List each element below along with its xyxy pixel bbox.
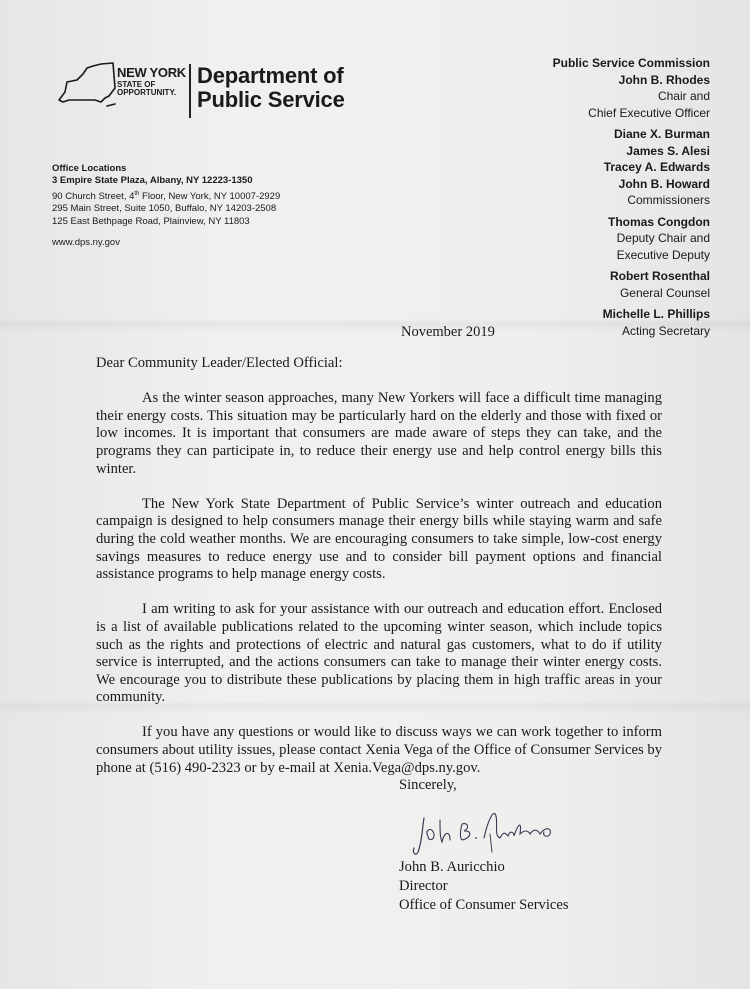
commissioners-title: Commissioners bbox=[627, 193, 710, 207]
logo-state-name: NEW YORK bbox=[117, 65, 186, 80]
office-address-nyc-pre: 90 Church Street, 4 bbox=[52, 190, 135, 202]
office-locations-heading: Office Locations bbox=[52, 163, 127, 174]
closing: Sincerely, bbox=[399, 777, 457, 793]
commissioner-name: John B. Howard bbox=[618, 176, 710, 191]
office-address-nyc bbox=[52, 188, 280, 204]
counsel-title: General Counsel bbox=[619, 285, 710, 300]
deputy-title-1: Deputy Chair and bbox=[616, 231, 710, 245]
department-name bbox=[197, 64, 345, 112]
body-paragraph: If you have any questions or would like to discuss ways we can work together to inform consumers about utility issues, please contact Xenia Vega of the Office of Consumer Services by phone at (516) 490-2323 or by e-mail at Xenia.Vega@dps.ny.gov. bbox=[96, 724, 662, 776]
deputy-title-2: Executive Deputy bbox=[616, 247, 710, 262]
office-address-buffalo: 295 Main Street, Suite 1050, Buffalo, NY 14203-2508 bbox=[52, 203, 277, 215]
commissioner-name: Tracey A. Edwards bbox=[603, 160, 710, 174]
office-main-address: 3 Empire State Plaza, Albany, NY 12223-1350 bbox=[52, 175, 253, 187]
signer-block bbox=[399, 858, 569, 915]
secretary-name: Michelle L. Phillips bbox=[602, 307, 710, 321]
logo-tagline-line-2: OPPORTUNITY. bbox=[117, 88, 177, 97]
commission-name: Public Service Commission bbox=[552, 56, 710, 70]
signer-name: John B. Auricchio bbox=[399, 859, 505, 875]
letter-body bbox=[96, 355, 662, 795]
roster-chair bbox=[553, 72, 710, 122]
website-url: www.dps.ny.gov bbox=[52, 237, 120, 248]
roster-deputy bbox=[553, 214, 710, 264]
letter-date: November 2019 bbox=[401, 324, 495, 340]
logo-divider bbox=[189, 64, 191, 118]
dps-logo bbox=[55, 60, 355, 125]
signer-office: Office of Consumer Services bbox=[399, 897, 569, 913]
commissioner-name: James S. Alesi bbox=[626, 143, 710, 158]
roster-secretary bbox=[553, 306, 710, 339]
signer-title: Director bbox=[399, 878, 448, 894]
logo-tagline bbox=[117, 81, 176, 97]
office-address-nyc-sup: th bbox=[134, 190, 140, 197]
secretary-title: Acting Secretary bbox=[621, 323, 710, 338]
commission-roster bbox=[553, 55, 710, 344]
logo-tagline-line-1: STATE OF bbox=[117, 80, 156, 89]
chair-name: John B. Rhodes bbox=[618, 72, 710, 87]
salutation: Dear Community Leader/Elected Official: bbox=[96, 355, 343, 371]
office-locations bbox=[52, 163, 280, 228]
counsel-name: Robert Rosenthal bbox=[609, 269, 710, 283]
deputy-name: Thomas Congdon bbox=[608, 214, 710, 229]
department-name-line-2: Public Service bbox=[197, 87, 345, 112]
roster-counsel bbox=[553, 268, 710, 301]
handwritten-signature bbox=[410, 800, 590, 860]
department-name-line-1: Department of bbox=[197, 63, 344, 88]
office-address-plainview: 125 East Bethpage Road, Plainview, NY 11803 bbox=[52, 215, 250, 227]
office-address-nyc-post: Floor, New York, NY 10007-2929 bbox=[139, 190, 281, 202]
new-york-state-outline-icon bbox=[55, 60, 117, 122]
commissioner-name: Diane X. Burman bbox=[613, 127, 710, 141]
body-paragraph: As the winter season approaches, many New Yorkers will face a difficult time managing their energy costs. This situation may be particularly hard on the elderly and those with fixed or low incomes. It is important that consumers are made aware of steps they can take, and the programs they can participate in, to reduce their energy use and help control energy bills this winter. bbox=[96, 390, 662, 477]
body-paragraph: The New York State Department of Public Service’s winter outreach and education campaign is designed to help consumers manage their energy bills while staying warm and safe during the cold weather months. We are encouraging consumers to take simple, low-cost energy savings measures to reduce energy use and to consider bill payment options and financial assistance programs to help manage energy costs. bbox=[96, 495, 662, 583]
roster-commissioners bbox=[553, 126, 710, 209]
chair-title-1: Chair and bbox=[657, 89, 710, 103]
chair-title-2: Chief Executive Officer bbox=[588, 105, 710, 120]
body-paragraph: I am writing to ask for your assistance with our outreach and education effort. Enclosed is a list of available publications related to the upcoming winter season, which include topics such as the rights and protections of electric and natural gas customers, what to do if utility service is interrupted, and the actions consumers can take to manage their winter energy costs. We encourage you to distribute these publications by placing them in high traffic areas in your community. bbox=[96, 601, 662, 706]
